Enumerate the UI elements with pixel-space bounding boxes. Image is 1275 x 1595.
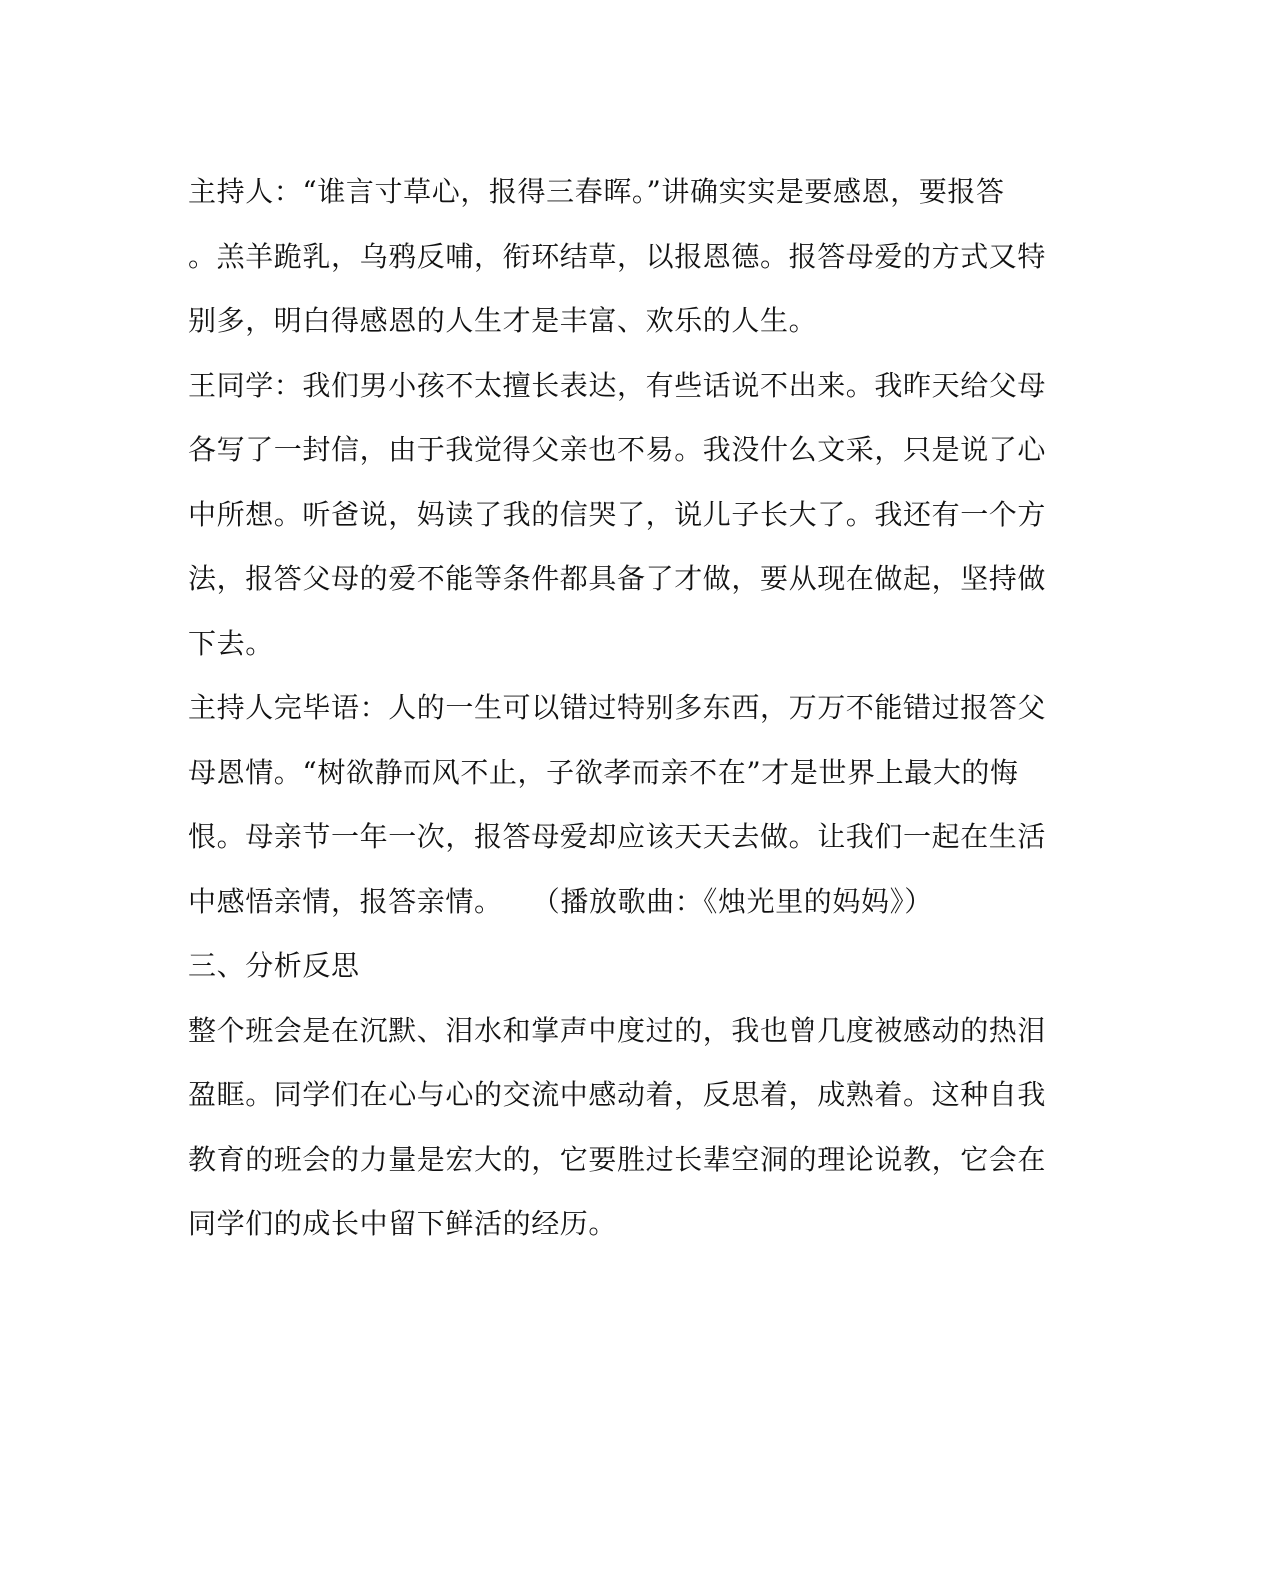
text-line: 主持人完毕语：人的一生可以错过特别多东西，万万不能错过报答父 xyxy=(188,691,1047,724)
text-line: 恨。母亲节一年一次，报答母爱却应该天天去做。让我们一起在生活 xyxy=(188,820,1047,853)
text-line: 中感悟亲情，报答亲情。 （播放歌曲：《烛光里的妈妈》） xyxy=(188,884,933,918)
text-line: 母恩情。“树欲静而风不止，子欲孝而亲不在”才是世界上最大的悔 xyxy=(188,755,1019,789)
text-line: 同学们的成长中留下鲜活的经历。 xyxy=(188,1207,618,1240)
text-line: 主持人：“谁言寸草心，报得三春晖。”讲确实实是要感恩，要报答 xyxy=(188,175,1005,208)
text-line: 整个班会是在沉默、泪水和掌声中度过的，我也曾几度被感动的热泪 xyxy=(188,1013,1047,1047)
text-line: 。羔羊跪乳，乌鸦反哺，衔环结草，以报恩德。报答母爱的方式又特 xyxy=(188,239,1047,273)
text-line: 别多，明白得感恩的人生才是丰富、欢乐的人生。 xyxy=(188,304,818,337)
text-line: 各写了一封信，由于我觉得父亲也不易。我没什么文采，只是说了心 xyxy=(188,433,1047,466)
text-line: 下去。 xyxy=(188,626,274,660)
text-line: 王同学：我们男小孩不太擅长表达，有些话说不出来。我昨天给父母 xyxy=(188,368,1047,402)
text-line: 中所想。听爸说，妈读了我的信哭了，说儿子长大了。我还有一个方 xyxy=(188,497,1047,531)
document-body xyxy=(188,160,1058,1257)
text-line: 法，报答父母的爱不能等条件都具备了才做，要从现在做起，坚持做 xyxy=(188,562,1047,595)
section-heading: 三、分析反思 xyxy=(188,949,360,982)
text-line: 盈眶。同学们在心与心的交流中感动着，反思着，成熟着。这种自我 xyxy=(188,1078,1047,1111)
text-line: 教育的班会的力量是宏大的，它要胜过长辈空洞的理论说教，它会在 xyxy=(188,1142,1047,1176)
